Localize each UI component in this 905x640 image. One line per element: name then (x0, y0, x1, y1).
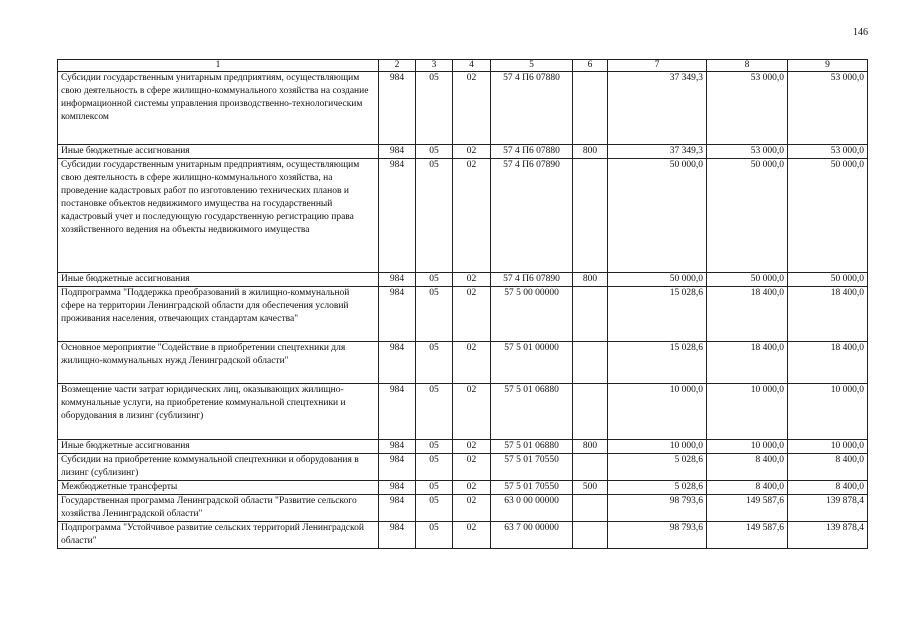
row-subsection: 02 (453, 440, 491, 454)
column-header: 1 (58, 60, 379, 72)
row-ministry: 984 (379, 522, 416, 549)
row-expense-type (573, 72, 608, 145)
row-section: 05 (416, 72, 453, 145)
row-amount-year2: 50 000,0 (707, 159, 788, 273)
row-subsection: 02 (453, 287, 491, 342)
column-header: 4 (453, 60, 491, 72)
row-amount-year1: 37 349,3 (608, 72, 707, 145)
row-ministry: 984 (379, 384, 416, 440)
table-row (58, 440, 868, 454)
row-amount-year1: 10 000,0 (608, 384, 707, 440)
row-amount-year2: 8 400,0 (707, 454, 788, 481)
row-amount-year3: 8 400,0 (788, 481, 868, 495)
row-ministry: 984 (379, 145, 416, 159)
row-subsection: 02 (453, 342, 491, 384)
budget-table (57, 59, 868, 549)
row-amount-year1: 5 028,6 (608, 481, 707, 495)
table-row (58, 495, 868, 522)
row-amount-year3: 18 400,0 (788, 342, 868, 384)
row-expense-type: 800 (573, 145, 608, 159)
row-subsection: 02 (453, 481, 491, 495)
row-target-article: 57 4 П6 07890 (491, 159, 573, 273)
table-row (58, 159, 868, 273)
row-amount-year2: 18 400,0 (707, 287, 788, 342)
row-expense-type (573, 495, 608, 522)
row-amount-year1: 15 028,6 (608, 342, 707, 384)
row-section: 05 (416, 342, 453, 384)
row-amount-year2: 53 000,0 (707, 145, 788, 159)
row-subsection: 02 (453, 145, 491, 159)
row-expense-type: 800 (573, 440, 608, 454)
row-section: 05 (416, 145, 453, 159)
row-amount-year3: 53 000,0 (788, 72, 868, 145)
row-section: 05 (416, 495, 453, 522)
row-name: Подпрограмма "Поддержка преобразований в жилищно-коммунальной сфере на территории Ленинградской области для обеспечения условий проживания населения, отвечающих стандартам качества" (58, 287, 379, 342)
row-ministry: 984 (379, 495, 416, 522)
table-row (58, 287, 868, 342)
column-header: 3 (416, 60, 453, 72)
row-target-article: 57 4 П6 07880 (491, 145, 573, 159)
row-section: 05 (416, 522, 453, 549)
row-target-article: 57 4 П6 07890 (491, 273, 573, 287)
row-section: 05 (416, 454, 453, 481)
row-ministry: 984 (379, 287, 416, 342)
row-amount-year3: 10 000,0 (788, 440, 868, 454)
column-header: 9 (788, 60, 868, 72)
row-subsection: 02 (453, 159, 491, 273)
table-row (58, 384, 868, 440)
row-target-article: 57 5 01 00000 (491, 342, 573, 384)
row-ministry: 984 (379, 481, 416, 495)
row-name: Иные бюджетные ассигнования (58, 145, 379, 159)
row-name: Государственная программа Ленинградской области "Развитие сельского хозяйства Ленинградской области" (58, 495, 379, 522)
row-amount-year3: 8 400,0 (788, 454, 868, 481)
row-subsection: 02 (453, 454, 491, 481)
page-number: 146 (853, 27, 868, 38)
row-target-article: 57 5 01 06880 (491, 384, 573, 440)
row-name: Иные бюджетные ассигнования (58, 273, 379, 287)
row-amount-year2: 149 587,6 (707, 522, 788, 549)
row-subsection: 02 (453, 495, 491, 522)
row-ministry: 984 (379, 440, 416, 454)
row-target-article: 57 5 00 00000 (491, 287, 573, 342)
row-section: 05 (416, 287, 453, 342)
row-name: Основное мероприятие "Содействие в приобретении спецтехники для жилищно-коммунальных нужд Ленинградской области" (58, 342, 379, 384)
row-amount-year2: 10 000,0 (707, 384, 788, 440)
row-name: Субсидии государственным унитарным предприятиям, осуществляющим свою деятельность в сфере жилищно-коммунального хозяйства, на проведение кадастровых работ по изготовлению технических планов и постановке объектов недвижимого имущества на государственный кадастровый учет и последующую государственную регистрацию права хозяйственного ведения на объекты недвижимого имущества (58, 159, 379, 273)
row-ministry: 984 (379, 273, 416, 287)
table-row (58, 454, 868, 481)
row-amount-year1: 98 793,6 (608, 495, 707, 522)
row-amount-year2: 149 587,6 (707, 495, 788, 522)
row-amount-year2: 8 400,0 (707, 481, 788, 495)
row-ministry: 984 (379, 342, 416, 384)
row-expense-type (573, 287, 608, 342)
row-section: 05 (416, 440, 453, 454)
row-subsection: 02 (453, 273, 491, 287)
row-amount-year1: 5 028,6 (608, 454, 707, 481)
row-amount-year1: 37 349,3 (608, 145, 707, 159)
row-amount-year1: 50 000,0 (608, 159, 707, 273)
row-amount-year1: 15 028,6 (608, 287, 707, 342)
row-amount-year3: 10 000,0 (788, 384, 868, 440)
table-row (58, 342, 868, 384)
table-row (58, 273, 868, 287)
row-section: 05 (416, 159, 453, 273)
row-target-article: 57 5 01 70550 (491, 481, 573, 495)
row-amount-year1: 98 793,6 (608, 522, 707, 549)
row-name: Возмещение части затрат юридических лиц, оказывающих жилищно-коммунальные услуги, на приобретение коммунальной спецтехники и оборудования в лизинг (сублизинг) (58, 384, 379, 440)
row-amount-year3: 18 400,0 (788, 287, 868, 342)
row-amount-year3: 53 000,0 (788, 145, 868, 159)
row-amount-year2: 50 000,0 (707, 273, 788, 287)
row-target-article: 57 5 01 06880 (491, 440, 573, 454)
row-amount-year2: 10 000,0 (707, 440, 788, 454)
row-amount-year3: 50 000,0 (788, 273, 868, 287)
column-header: 8 (707, 60, 788, 72)
row-ministry: 984 (379, 159, 416, 273)
row-expense-type: 800 (573, 273, 608, 287)
column-header: 7 (608, 60, 707, 72)
row-expense-type (573, 454, 608, 481)
row-expense-type (573, 159, 608, 273)
table-body (58, 60, 868, 549)
row-expense-type (573, 522, 608, 549)
row-expense-type (573, 342, 608, 384)
row-name: Субсидии государственным унитарным предприятиям, осуществляющим свою деятельность в сфере жилищно-коммунального хозяйства на создание информационной системы управления производственно-технологическим комплексом (58, 72, 379, 145)
row-expense-type (573, 384, 608, 440)
column-header: 2 (379, 60, 416, 72)
row-target-article: 63 7 00 00000 (491, 522, 573, 549)
row-name: Подпрограмма "Устойчивое развитие сельских территорий Ленинградской области" (58, 522, 379, 549)
row-target-article: 57 5 01 70550 (491, 454, 573, 481)
column-header: 5 (491, 60, 573, 72)
row-amount-year2: 18 400,0 (707, 342, 788, 384)
row-name: Субсидии на приобретение коммунальной спецтехники и оборудования в лизинг (сублизинг) (58, 454, 379, 481)
row-section: 05 (416, 481, 453, 495)
row-target-article: 63 0 00 00000 (491, 495, 573, 522)
row-subsection: 02 (453, 384, 491, 440)
table-row (58, 72, 868, 145)
table-row (58, 145, 868, 159)
column-header: 6 (573, 60, 608, 72)
row-target-article: 57 4 П6 07880 (491, 72, 573, 145)
row-section: 05 (416, 273, 453, 287)
row-amount-year3: 50 000,0 (788, 159, 868, 273)
row-subsection: 02 (453, 522, 491, 549)
row-amount-year1: 10 000,0 (608, 440, 707, 454)
row-ministry: 984 (379, 72, 416, 145)
column-number-row (58, 60, 868, 72)
row-subsection: 02 (453, 72, 491, 145)
row-name: Межбюджетные трансферты (58, 481, 379, 495)
row-ministry: 984 (379, 454, 416, 481)
row-amount-year1: 50 000,0 (608, 273, 707, 287)
row-name: Иные бюджетные ассигнования (58, 440, 379, 454)
row-expense-type: 500 (573, 481, 608, 495)
row-amount-year3: 139 878,4 (788, 522, 868, 549)
table-row (58, 481, 868, 495)
row-amount-year3: 139 878,4 (788, 495, 868, 522)
row-amount-year2: 53 000,0 (707, 72, 788, 145)
table-row (58, 522, 868, 549)
row-section: 05 (416, 384, 453, 440)
